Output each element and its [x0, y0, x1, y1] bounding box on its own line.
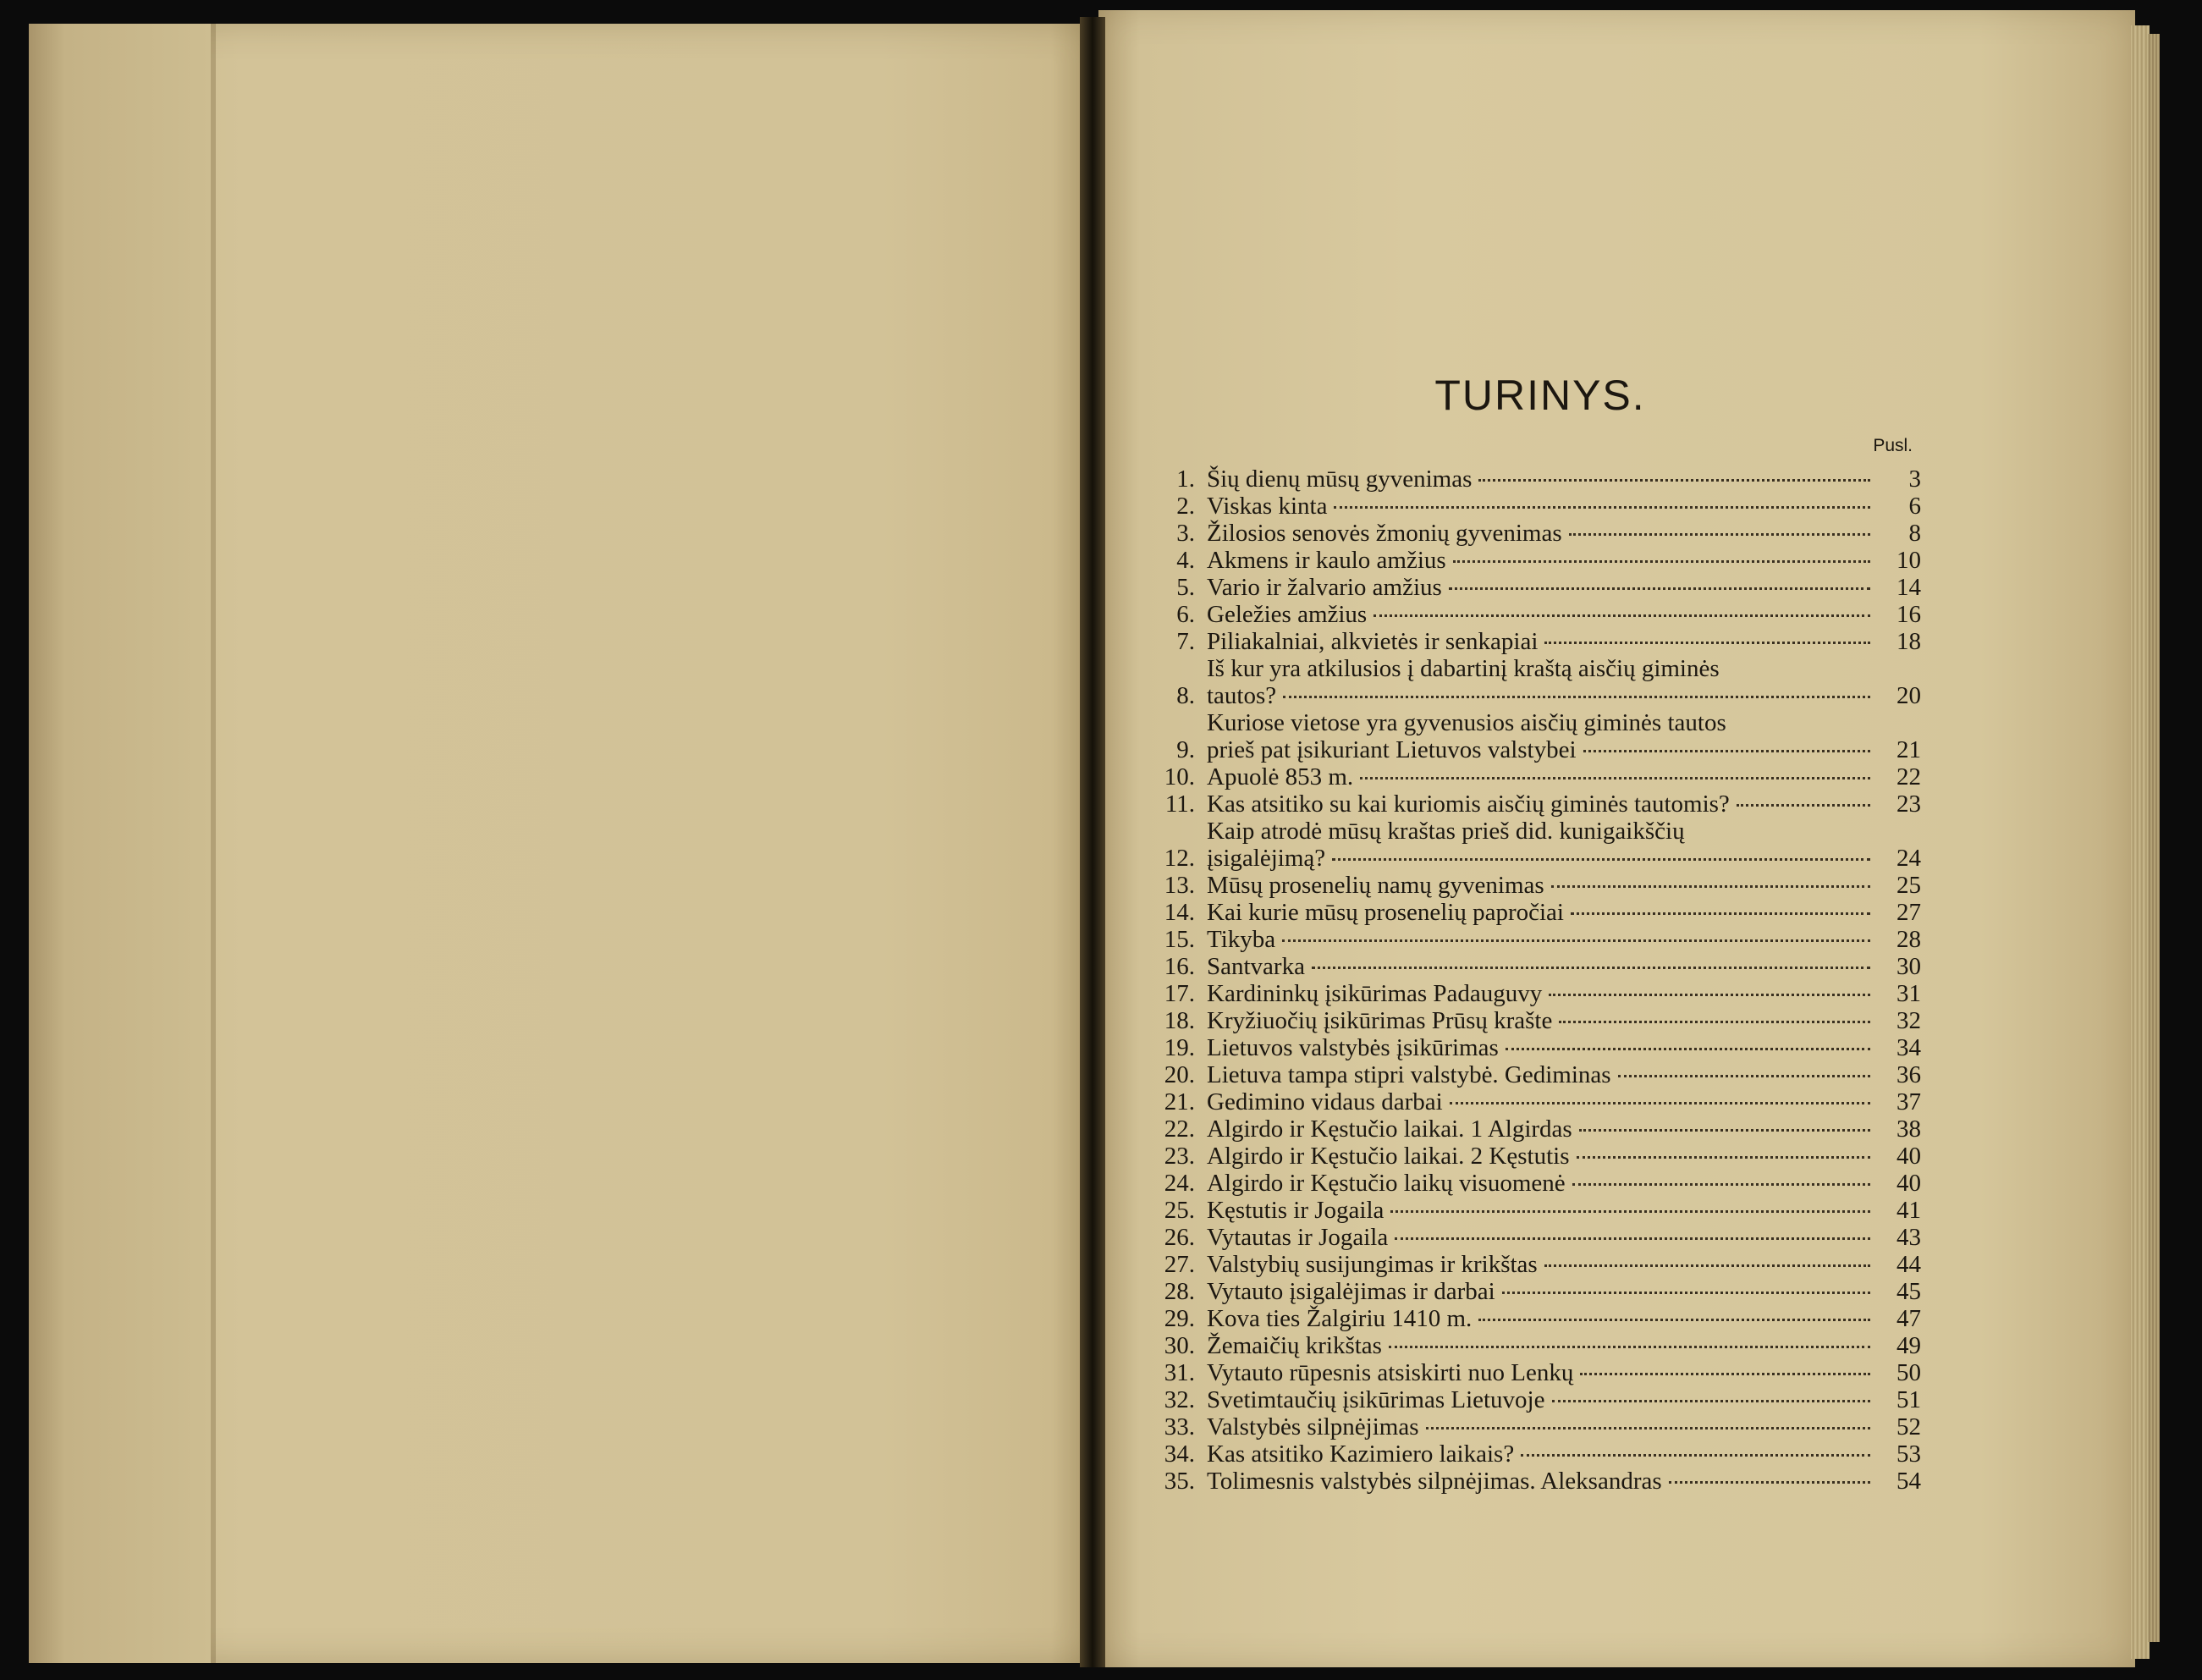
toc-entry-body — [1207, 493, 1921, 520]
toc-entry-line — [1207, 1143, 1921, 1170]
toc-dot-leader — [1395, 1237, 1870, 1240]
toc-dot-leader — [1478, 479, 1870, 482]
toc-entry — [1151, 1359, 1921, 1386]
toc-entry-line — [1207, 1061, 1921, 1088]
toc-entry-title: Žilosios senovės žmonių gyvenimas — [1207, 520, 1562, 547]
toc-dot-leader — [1282, 939, 1870, 942]
toc-dot-leader — [1450, 1102, 1870, 1104]
toc-entry-line — [1207, 1332, 1921, 1359]
toc-entry-page: 18 — [1896, 628, 1921, 655]
toc-entry-line — [1207, 763, 1921, 790]
page-edges-outer — [2148, 34, 2160, 1642]
toc-entry — [1151, 1413, 1921, 1440]
toc-entry-body — [1207, 818, 1921, 872]
toc-entry-page: 6 — [1908, 493, 1921, 520]
toc-dot-leader — [1669, 1481, 1870, 1484]
toc-entry — [1151, 1088, 1921, 1115]
toc-entry-body — [1207, 1332, 1921, 1359]
toc-entry-body — [1207, 1088, 1921, 1115]
toc-entry-number: 27. — [1164, 1251, 1195, 1278]
toc-dot-leader — [1551, 885, 1870, 888]
toc-entry-number: 12. — [1164, 845, 1195, 872]
toc-entry-title: Viskas kinta — [1207, 493, 1328, 520]
toc-entry-line — [1207, 1386, 1921, 1413]
toc-entry-title: Kaip atrodė mūsų kraštas prieš did. kunigaikščių — [1207, 818, 1685, 845]
toc-entry-line — [1207, 845, 1921, 872]
toc-entry-title: Kova ties Žalgiriu 1410 m. — [1207, 1305, 1473, 1332]
toc-dot-leader — [1571, 912, 1870, 915]
toc-entry-title: Mūsų prosenelių namų gyvenimas — [1207, 872, 1544, 899]
toc-entry-number: 18. — [1164, 1007, 1195, 1034]
toc-entry-number: 9. — [1176, 736, 1195, 763]
toc-entry-title: Vytauto rūpesnis atsiskirti nuo Lenkų — [1207, 1359, 1574, 1386]
toc-dot-leader — [1618, 1075, 1870, 1077]
toc-entry-number: 8. — [1176, 682, 1195, 709]
toc-entry-line — [1207, 1468, 1921, 1495]
toc-entry-title: prieš pat įsikuriant Lietuvos valstybei — [1207, 736, 1577, 763]
toc-entry-page: 10 — [1896, 547, 1921, 574]
toc-entry-page: 50 — [1896, 1359, 1921, 1386]
left-page-blank — [29, 24, 1093, 1663]
toc-dot-leader — [1389, 1346, 1870, 1348]
toc-entry-number: 2. — [1176, 493, 1195, 520]
toc-entry-page: 54 — [1896, 1468, 1921, 1495]
toc-entry-body — [1207, 709, 1921, 763]
toc-entry-body — [1207, 1143, 1921, 1170]
toc-entry-title: Kęstutis ir Jogaila — [1207, 1197, 1385, 1224]
toc-entry-line — [1207, 1034, 1921, 1061]
toc-dot-leader — [1453, 560, 1870, 563]
toc-entry-title: Iš kur yra atkilusios į dabartinį kraštą aisčių giminės — [1207, 655, 1720, 682]
toc-dot-leader — [1549, 994, 1870, 996]
toc-entry-number: 11. — [1164, 790, 1195, 818]
toc-entry-body — [1207, 520, 1921, 547]
toc-entry-page: 3 — [1908, 465, 1921, 493]
toc-entry-line — [1207, 1305, 1921, 1332]
toc-entry — [1151, 1468, 1921, 1495]
toc-entry-title: Kai kurie mūsų prosenelių papročiai — [1207, 899, 1564, 926]
toc-entry-line — [1207, 1413, 1921, 1440]
toc-entry-title: tautos? — [1207, 682, 1277, 709]
toc-entry-page: 23 — [1896, 790, 1921, 818]
toc-entry-page: 49 — [1896, 1332, 1921, 1359]
toc-entry-body — [1207, 1224, 1921, 1251]
toc-dot-leader — [1737, 804, 1870, 807]
toc-entry-number: 10. — [1164, 763, 1195, 790]
toc-entry-title: Kryžiuočių įsikūrimas Prūsų krašte — [1207, 1007, 1553, 1034]
toc-entry-title: Žemaičių krikštas — [1207, 1332, 1382, 1359]
toc-entry — [1151, 1251, 1921, 1278]
toc-entry-line — [1207, 1197, 1921, 1224]
toc-entry-page: 32 — [1896, 1007, 1921, 1034]
toc-entry — [1151, 1197, 1921, 1224]
toc-entry — [1151, 520, 1921, 547]
toc-dot-leader — [1373, 614, 1870, 617]
toc-entry-title: Vytautas ir Jogaila — [1207, 1224, 1389, 1251]
toc-entry — [1151, 980, 1921, 1007]
toc-entry-title: Piliakalniai, alkvietės ir senkapiai — [1207, 628, 1539, 655]
toc-entry-title: Tolimesnis valstybės silpnėjimas. Aleksandras — [1207, 1468, 1662, 1495]
toc-dot-leader — [1552, 1400, 1871, 1402]
toc-entry-page: 27 — [1896, 899, 1921, 926]
toc-dot-leader — [1502, 1292, 1870, 1294]
toc-dot-leader — [1559, 1021, 1870, 1023]
toc-dot-leader — [1544, 1264, 1870, 1267]
toc-entry-body — [1207, 1061, 1921, 1088]
toc-entry-page: 52 — [1896, 1413, 1921, 1440]
toc-entry — [1151, 1007, 1921, 1034]
toc-dot-leader — [1332, 858, 1870, 861]
toc-dot-leader — [1478, 1319, 1870, 1321]
toc-entry-line — [1207, 790, 1921, 818]
toc-entry-title: Gedimino vidaus darbai — [1207, 1088, 1443, 1115]
toc-entry — [1151, 763, 1921, 790]
toc-entry-body — [1207, 1413, 1921, 1440]
toc-entry-number: 31. — [1164, 1359, 1195, 1386]
toc-entry-title: Lietuva tampa stipri valstybė. Gediminas — [1207, 1061, 1611, 1088]
toc-entry-page: 22 — [1896, 763, 1921, 790]
toc-entry — [1151, 709, 1921, 763]
toc-entry-number: 25. — [1164, 1197, 1195, 1224]
toc-entry-body — [1207, 980, 1921, 1007]
toc-entry-number: 7. — [1176, 628, 1195, 655]
toc-entry-body — [1207, 547, 1921, 574]
toc-entry-title: Lietuvos valstybės įsikūrimas — [1207, 1034, 1499, 1061]
toc-entry-line — [1207, 1359, 1921, 1386]
toc-entry-page: 25 — [1896, 872, 1921, 899]
toc-entry-line — [1207, 1278, 1921, 1305]
toc-dot-leader — [1583, 750, 1870, 752]
toc-entry — [1151, 628, 1921, 655]
toc-entry-line — [1207, 899, 1921, 926]
toc-entry-number: 26. — [1164, 1224, 1195, 1251]
toc-entry-line — [1207, 1115, 1921, 1143]
toc-entry — [1151, 1224, 1921, 1251]
toc-entry-body — [1207, 1278, 1921, 1305]
toc-entry-page: 24 — [1896, 845, 1921, 872]
toc-page-column-header: Pusl. — [1873, 436, 1913, 455]
toc-entry — [1151, 465, 1921, 493]
toc-entry-line — [1207, 1088, 1921, 1115]
page-edges — [2131, 25, 2150, 1659]
toc-entry-body — [1207, 574, 1921, 601]
toc-entry-line — [1207, 818, 1921, 845]
toc-entry-line — [1207, 682, 1921, 709]
toc-entry-number: 21. — [1164, 1088, 1195, 1115]
toc-entry-title: Algirdo ir Kęstučio laikai. 2 Kęstutis — [1207, 1143, 1570, 1170]
toc-dot-leader — [1283, 696, 1870, 698]
toc-entry-page: 21 — [1896, 736, 1921, 763]
toc-entry-line — [1207, 628, 1921, 655]
toc-entry-body — [1207, 953, 1921, 980]
toc-entry-title: Vytauto įsigalėjimas ir darbai — [1207, 1278, 1495, 1305]
toc-entry — [1151, 818, 1921, 872]
toc-entry-page: 37 — [1896, 1088, 1921, 1115]
toc-entry-page: 51 — [1896, 1386, 1921, 1413]
toc-entry-number: 6. — [1176, 601, 1195, 628]
toc-entry — [1151, 1115, 1921, 1143]
toc-entry-page: 53 — [1896, 1440, 1921, 1468]
toc-dot-leader — [1312, 967, 1870, 969]
toc-dot-leader — [1426, 1427, 1870, 1429]
toc-entry — [1151, 1305, 1921, 1332]
toc-entry-line — [1207, 520, 1921, 547]
toc-entry — [1151, 899, 1921, 926]
toc-entry-line — [1207, 709, 1921, 736]
toc-entry-body — [1207, 926, 1921, 953]
toc-entry-number: 33. — [1164, 1413, 1195, 1440]
toc-entry — [1151, 1386, 1921, 1413]
toc-entry-line — [1207, 1007, 1921, 1034]
toc-entry-body — [1207, 655, 1921, 709]
toc-entry-body — [1207, 1305, 1921, 1332]
toc-entry-body — [1207, 1386, 1921, 1413]
toc-entry — [1151, 1440, 1921, 1468]
toc-entry-body — [1207, 1115, 1921, 1143]
toc-entry-page: 43 — [1896, 1224, 1921, 1251]
toc-entry — [1151, 1034, 1921, 1061]
toc-entry-page: 47 — [1896, 1305, 1921, 1332]
toc-entry-body — [1207, 1468, 1921, 1495]
toc-entry-title: Apuolė 853 m. — [1207, 763, 1354, 790]
toc-title: TURINYS. — [1434, 372, 1646, 419]
toc-entry-line — [1207, 1170, 1921, 1197]
toc-entry — [1151, 926, 1921, 953]
toc-entry-title: Algirdo ir Kęstučio laikai. 1 Algirdas — [1207, 1115, 1572, 1143]
toc-entry-body — [1207, 790, 1921, 818]
toc-entry-body — [1207, 1251, 1921, 1278]
toc-entry-number: 34. — [1164, 1440, 1195, 1468]
toc-entry-number: 35. — [1164, 1468, 1195, 1495]
toc-dot-leader — [1506, 1048, 1870, 1050]
toc-entry-title: Valstybės silpnėjimas — [1207, 1413, 1419, 1440]
toc-entry-page: 34 — [1896, 1034, 1921, 1061]
toc-dot-leader — [1577, 1156, 1871, 1159]
toc-entry-title: Santvarka — [1207, 953, 1305, 980]
toc-entry-title: Šių dienų mūsų gyvenimas — [1207, 465, 1473, 493]
toc-entry-number: 4. — [1176, 547, 1195, 574]
toc-entry-number: 29. — [1164, 1305, 1195, 1332]
toc-entry-title: įsigalėjimą? — [1207, 845, 1326, 872]
toc-entry-line — [1207, 493, 1921, 520]
toc-entry-body — [1207, 1007, 1921, 1034]
toc-entry-number: 22. — [1164, 1115, 1195, 1143]
toc-entry — [1151, 655, 1921, 709]
left-page-crease — [211, 24, 216, 1663]
toc-entry-body — [1207, 1440, 1921, 1468]
toc-entry-page: 41 — [1896, 1197, 1921, 1224]
toc-entry — [1151, 872, 1921, 899]
toc-entry-title: Algirdo ir Kęstučio laikų visuomenė — [1207, 1170, 1566, 1197]
toc-entry-line — [1207, 953, 1921, 980]
toc-entry-page: 28 — [1896, 926, 1921, 953]
toc-entry-number: 13. — [1164, 872, 1195, 899]
toc-entry-number: 30. — [1164, 1332, 1195, 1359]
toc-entry — [1151, 790, 1921, 818]
left-page-edge — [29, 24, 211, 1663]
toc-dot-leader — [1544, 642, 1870, 644]
toc-entry-line — [1207, 736, 1921, 763]
toc-entry-number: 15. — [1164, 926, 1195, 953]
toc-entry-page: 40 — [1896, 1170, 1921, 1197]
toc-entry-body — [1207, 465, 1921, 493]
toc-entry-line — [1207, 926, 1921, 953]
toc-entry-page: 44 — [1896, 1251, 1921, 1278]
toc-dot-leader — [1569, 533, 1870, 536]
toc-entry-line — [1207, 574, 1921, 601]
toc-entry-title: Tikyba — [1207, 926, 1276, 953]
toc-entry-number: 16. — [1164, 953, 1195, 980]
toc-list — [1151, 465, 1921, 1495]
toc-dot-leader — [1580, 1373, 1870, 1375]
toc-entry — [1151, 1278, 1921, 1305]
toc-entry — [1151, 547, 1921, 574]
toc-entry-page: 31 — [1896, 980, 1921, 1007]
toc-entry-line — [1207, 601, 1921, 628]
toc-entry-body — [1207, 899, 1921, 926]
toc-entry-page: 14 — [1896, 574, 1921, 601]
toc-entry-number: 19. — [1164, 1034, 1195, 1061]
toc-dot-leader — [1579, 1129, 1870, 1132]
toc-entry-title: Valstybių susijungimas ir krikštas — [1207, 1251, 1538, 1278]
toc-entry-page: 20 — [1896, 682, 1921, 709]
toc-entry-page: 30 — [1896, 953, 1921, 980]
toc-entry-line — [1207, 872, 1921, 899]
toc-entry-body — [1207, 601, 1921, 628]
toc-entry-page: 38 — [1896, 1115, 1921, 1143]
toc-entry-number: 32. — [1164, 1386, 1195, 1413]
toc-entry-line — [1207, 1251, 1921, 1278]
toc-entry — [1151, 953, 1921, 980]
toc-entry-number: 24. — [1164, 1170, 1195, 1197]
toc-dot-leader — [1449, 587, 1870, 590]
toc-entry — [1151, 1061, 1921, 1088]
toc-entry-title: Svetimtaučių įsikūrimas Lietuvoje — [1207, 1386, 1545, 1413]
toc-entry-number: 3. — [1176, 520, 1195, 547]
toc-entry-number: 5. — [1176, 574, 1195, 601]
toc-entry-body — [1207, 1359, 1921, 1386]
toc-entry-number: 14. — [1164, 899, 1195, 926]
toc-entry-title: Kas atsitiko Kazimiero laikais? — [1207, 1440, 1515, 1468]
toc-entry-title: Akmens ir kaulo amžius — [1207, 547, 1446, 574]
toc-entry-body — [1207, 1034, 1921, 1061]
toc-entry-number: 23. — [1164, 1143, 1195, 1170]
toc-entry-body — [1207, 628, 1921, 655]
toc-entry-body — [1207, 1170, 1921, 1197]
toc-dot-leader — [1390, 1210, 1870, 1213]
toc-dot-leader — [1334, 506, 1870, 509]
toc-entry-page: 8 — [1908, 520, 1921, 547]
toc-entry-number: 28. — [1164, 1278, 1195, 1305]
toc-entry-page: 16 — [1896, 601, 1921, 628]
toc-entry-line — [1207, 655, 1921, 682]
toc-dot-leader — [1360, 777, 1870, 779]
toc-entry-line — [1207, 1440, 1921, 1468]
toc-entry — [1151, 1332, 1921, 1359]
book-gutter — [1080, 17, 1105, 1667]
toc-entry-number: 1. — [1176, 465, 1195, 493]
toc-dot-leader — [1521, 1454, 1870, 1457]
toc-entry-number: 17. — [1164, 980, 1195, 1007]
toc-dot-leader — [1572, 1183, 1870, 1186]
toc-entry — [1151, 493, 1921, 520]
toc-entry-body — [1207, 763, 1921, 790]
toc-entry-title: Kardininkų įsikūrimas Padauguvy — [1207, 980, 1543, 1007]
toc-entry — [1151, 601, 1921, 628]
toc-entry — [1151, 1143, 1921, 1170]
toc-entry-body — [1207, 1197, 1921, 1224]
toc-entry-line — [1207, 547, 1921, 574]
toc-entry-line — [1207, 980, 1921, 1007]
toc-entry-page: 40 — [1896, 1143, 1921, 1170]
toc-entry — [1151, 1170, 1921, 1197]
toc-entry-line — [1207, 465, 1921, 493]
toc-entry-title: Vario ir žalvario amžius — [1207, 574, 1442, 601]
toc-entry-title: Geležies amžius — [1207, 601, 1368, 628]
toc-entry — [1151, 574, 1921, 601]
toc-entry-number: 20. — [1164, 1061, 1195, 1088]
toc-entry-line — [1207, 1224, 1921, 1251]
toc-entry-title: Kas atsitiko su kai kuriomis aisčių giminės tautomis? — [1207, 790, 1730, 818]
toc-entry-page: 36 — [1896, 1061, 1921, 1088]
toc-entry-title: Kuriose vietose yra gyvenusios aisčių giminės tautos — [1207, 709, 1726, 736]
toc-entry-body — [1207, 872, 1921, 899]
toc-entry-page: 45 — [1896, 1278, 1921, 1305]
